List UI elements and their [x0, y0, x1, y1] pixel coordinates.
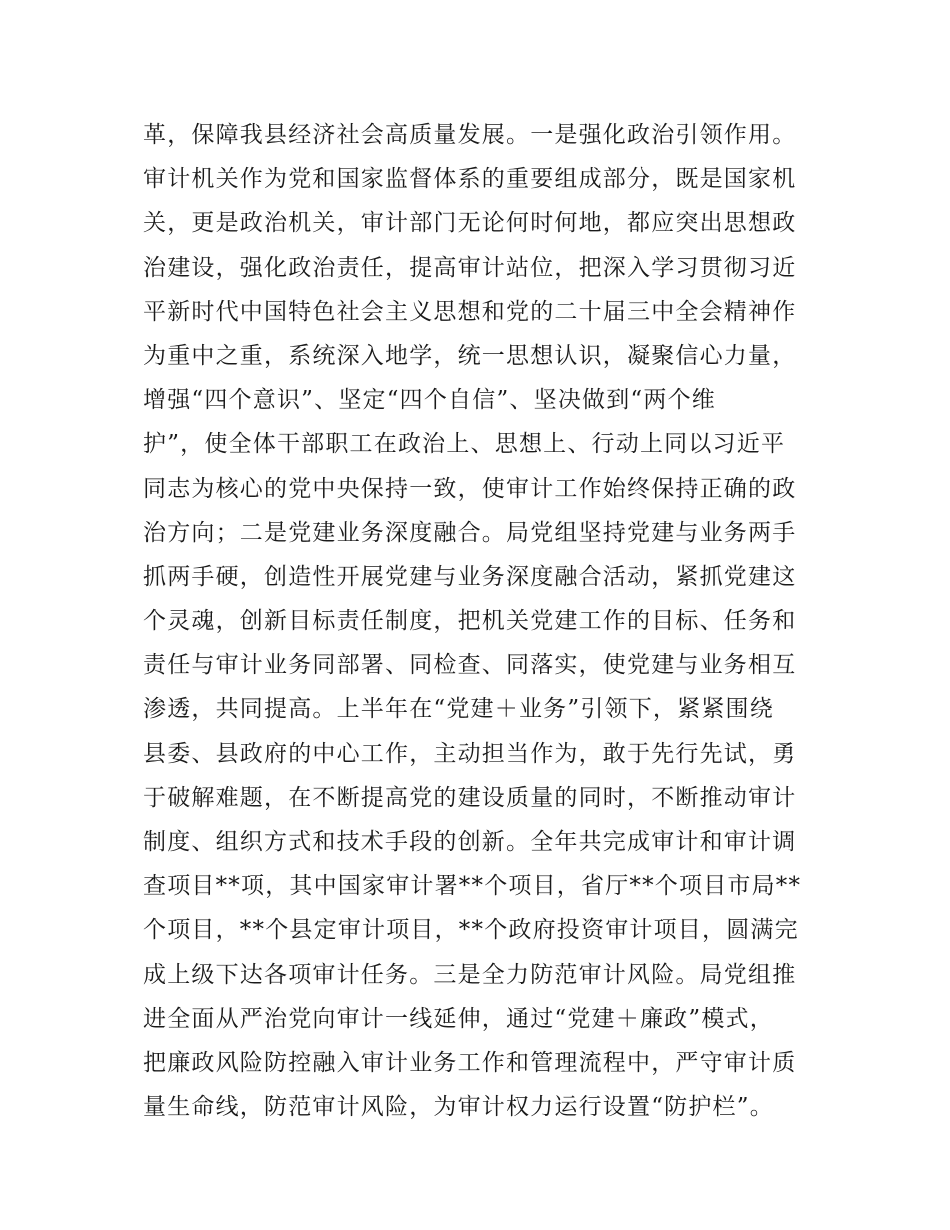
text-line-12: 个灵魂，创新目标责任制度，把机关党建工作的目标、任务和 [143, 608, 797, 635]
text-line-20: 成上级下达各项审计任务。三是全力防范审计风险。局党组推 [143, 961, 797, 988]
text-line-10: 治方向；二是党建业务深度融合。局党组坚持党建与业务两手 [143, 519, 797, 546]
text-line-1: 革，保障我县经济社会高质量发展。一是强化政治引领作用。 [143, 122, 797, 148]
text-line-21: 进全面从严治党向审计一线延伸，通过“党建＋廉政”模式， [143, 1005, 774, 1032]
body-paragraph [143, 113, 823, 1129]
text-line-14: 渗透，共同提高。上半年在“党建＋业务”引领下，紧紧围绕 [143, 696, 774, 723]
text-line-5: 平新时代中国特色社会主义思想和党的二十届三中全会精神作 [143, 298, 797, 325]
text-line-18: 查项目**项，其中国家审计署**个项目，省厅**个项目市局** [143, 873, 802, 900]
text-line-4: 治建设，强化政治责任，提高审计站位，把深入学习贯彻习近 [143, 254, 797, 281]
text-line-9: 同志为核心的党中央保持一致，使审计工作始终保持正确的政 [143, 475, 797, 502]
text-line-23: 量生命线，防范审计风险，为审计权力运行设置“防护栏”。 [143, 1094, 774, 1121]
text-line-3: 关，更是政治机关，审计部门无论何时何地，都应突出思想政 [143, 210, 797, 237]
text-line-17: 制度、组织方式和技术手段的创新。全年共完成审计和审计调 [143, 829, 797, 855]
text-line-11: 抓两手硬，创造性开展党建与业务深度融合活动，紧抓党建这 [143, 563, 797, 590]
text-line-15: 县委、县政府的中心工作，主动担当作为，敢于先行先试，勇 [143, 740, 797, 767]
text-line-13: 责任与审计业务同部署、同检查、同落实，使党建与业务相互 [143, 652, 797, 679]
text-line-2: 审计机关作为党和国家监督体系的重要组成部分，既是国家机 [143, 166, 797, 193]
text-line-6: 为重中之重，系统深入地学，统一思想认识，凝聚信心力量， [143, 342, 797, 369]
text-line-16: 于破解难题，在不断提高党的建设质量的同时，不断推动审计 [143, 784, 797, 811]
text-line-8: 护”，使全体干部职工在政治上、思想上、行动上同以习近平 [143, 431, 786, 458]
text-line-19: 个项目，**个县定审计项目，**个政府投资审计项目，圆满完 [143, 917, 799, 944]
text-line-22: 把廉政风险防控融入审计业务工作和管理流程中，严守审计质 [143, 1049, 797, 1076]
text-line-7: 增强“四个意识”、坚定“四个自信”、坚决做到“两个维 [143, 387, 716, 414]
